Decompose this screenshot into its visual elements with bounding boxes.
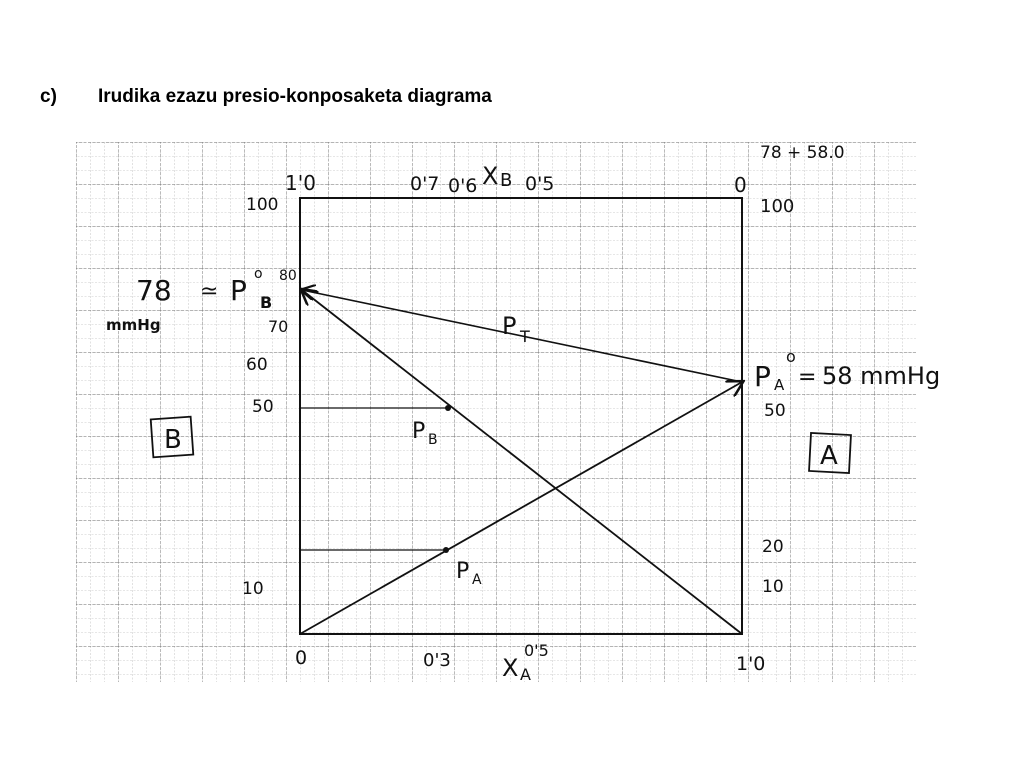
right-tick-100: 100 [760,196,795,217]
item-marker: c) [40,86,57,107]
top-axis-label: X [482,162,499,190]
bottom-right-value: 1'0 [736,653,766,675]
pb-pure-unit: mmHg [106,316,161,334]
top-right-value: 0 [734,173,747,197]
top-left-value: 1'0 [285,171,316,195]
pb-label: P [412,419,426,444]
top-axis-label-sub: B [500,170,513,191]
top-tick-07: 0'7 [410,173,440,195]
graph-paper-sheet [70,138,941,684]
pa-label: P [456,559,470,584]
pt-label-sub: T [520,327,530,346]
right-tick-10: 10 [762,577,784,597]
left-tick-80: 80 [279,268,297,284]
exercise-heading [40,86,492,108]
pb-point [445,405,451,411]
pressure-diagram [70,138,941,684]
left-tick-50: 50 [252,397,274,417]
pb-label-sub: B [428,432,438,448]
heading-text: Irudika ezazu presio-konposaketa diagrama [98,86,492,107]
approx-sign: ≃ [200,279,219,304]
pa-point [443,547,449,553]
bottom-axis-label: X [502,654,519,682]
right-tick-50: 50 [764,401,786,421]
bottom-axis-label-sub: A [520,665,531,684]
top-tick-06: 0'6 [448,175,478,197]
pb-pure-sup: o [254,266,263,282]
bottom-tick-03: 0'3 [423,650,451,671]
pt-label: P [502,312,517,340]
pb-pure-sub: B [260,293,273,312]
bottom-left-value: 0 [295,647,308,669]
pb-pure-symbol: P [230,274,247,307]
left-tick-10: 10 [242,579,264,599]
pa-label-sub: A [472,572,482,588]
top-right-note: 78 + 58.0 [760,143,845,163]
right-tick-20: 20 [762,537,784,557]
major-grid [76,142,916,682]
left-tick-60: 60 [246,355,268,375]
pa-pure-sub: A [774,376,785,394]
pa-pure-value: 58 mmHg [822,362,941,390]
bottom-tick-05: 0'5 [524,641,549,660]
pa-equals-sign: = [798,365,817,390]
top-tick-05: 0'5 [525,173,555,195]
box-a-letter: A [820,441,838,471]
pb-pure-value: 78 [136,274,172,307]
pa-pure-sup: o [786,347,796,366]
pa-pure-symbol: P [754,360,771,393]
left-tick-100: 100 [246,195,279,215]
left-tick-70: 70 [268,317,289,336]
box-b-letter: B [164,425,182,455]
